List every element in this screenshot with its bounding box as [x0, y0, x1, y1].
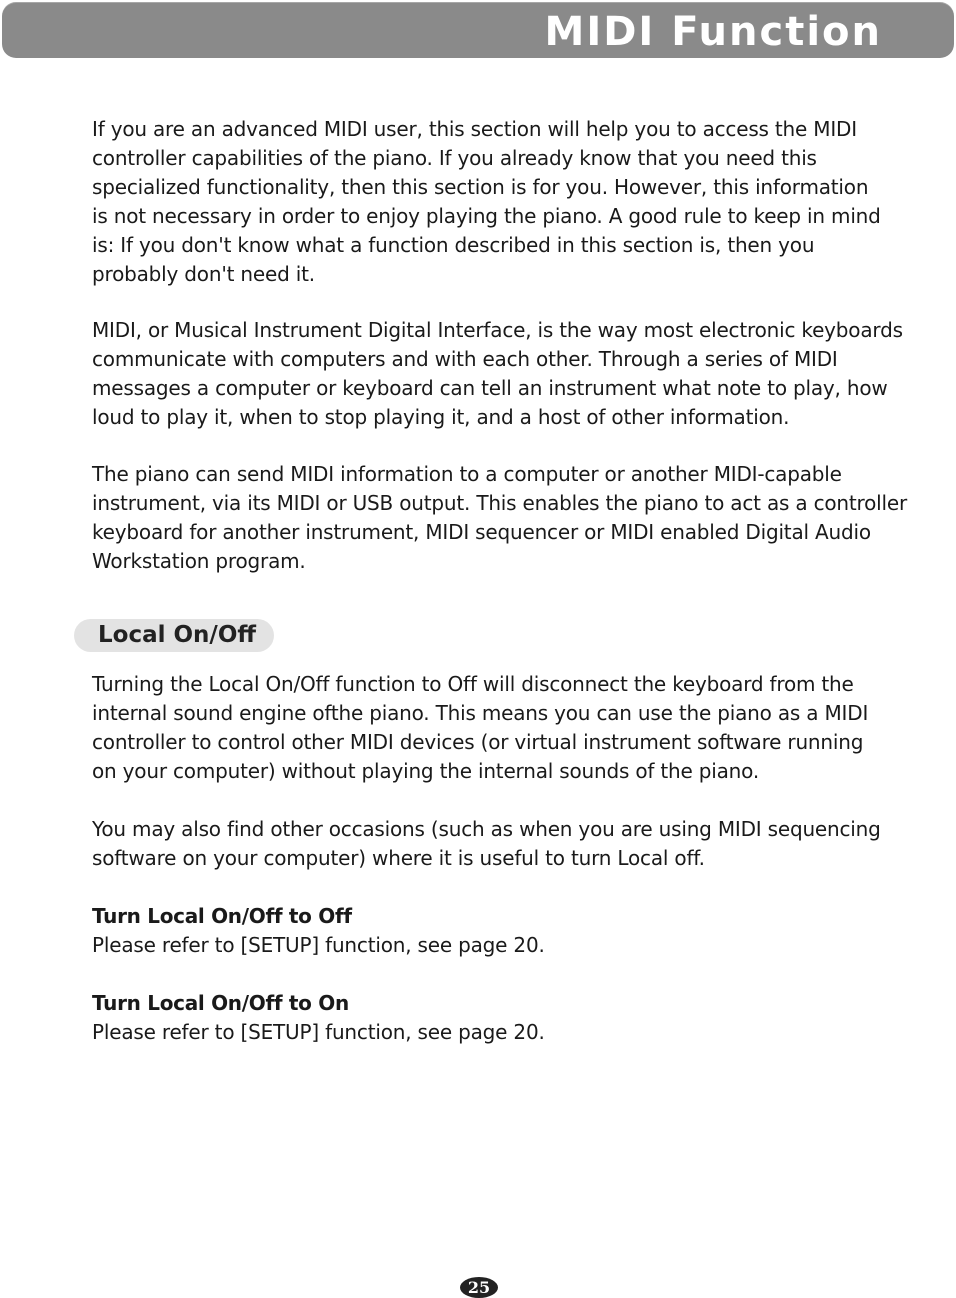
- intro-paragraph-1: [92, 115, 922, 289]
- header-bar: [2, 2, 954, 58]
- step-title-on: Turn Local On/Off to On: [92, 991, 349, 1015]
- intro-paragraph-3: [92, 460, 922, 576]
- text-line: Turning the Local On/Off function to Off will disconnect the keyboard from the: [92, 672, 854, 696]
- step-title-off: Turn Local On/Off to Off: [92, 904, 352, 928]
- text-line: specialized functionality, then this section is for you. However, this information: [92, 175, 869, 199]
- text-line: keyboard for another instrument, MIDI sequencer or MIDI enabled Digital Audio: [92, 520, 871, 544]
- text-line: The piano can send MIDI information to a computer or another MIDI-capable: [92, 462, 842, 486]
- text-line: on your computer) without playing the internal sounds of the piano.: [92, 759, 759, 783]
- step-text-on: Please refer to [SETUP] function, see page 20.: [92, 1020, 545, 1044]
- section-title: Local On/Off: [98, 622, 257, 648]
- page-title: MIDI Function: [544, 9, 882, 55]
- section-heading: [74, 619, 274, 652]
- text-line: communicate with computers and with each other. Through a series of MIDI: [92, 347, 838, 371]
- text-line: You may also find other occasions (such as when you are using MIDI sequencing: [92, 817, 881, 841]
- text-line: If you are an advanced MIDI user, this section will help you to access the MIDI: [92, 117, 857, 141]
- text-line: internal sound engine ofthe piano. This means you can use the piano as a MIDI: [92, 701, 869, 725]
- text-line: loud to play it, when to stop playing it, and a host of other information.: [92, 405, 790, 429]
- text-line: Workstation program.: [92, 549, 306, 573]
- page-number: 25: [460, 1277, 498, 1298]
- text-line: messages a computer or keyboard can tell an instrument what note to play, how: [92, 376, 888, 400]
- text-line: is not necessary in order to enjoy playing the piano. A good rule to keep in mind: [92, 204, 881, 228]
- step-text-off: Please refer to [SETUP] function, see page 20.: [92, 933, 545, 957]
- text-line: MIDI, or Musical Instrument Digital Interface, is the way most electronic keyboards: [92, 318, 903, 342]
- text-line: controller to control other MIDI devices (or virtual instrument software running: [92, 730, 864, 754]
- local-paragraph-2: [92, 815, 922, 873]
- intro-paragraph-2: [92, 316, 922, 432]
- text-line: software on your computer) where it is useful to turn Local off.: [92, 846, 705, 870]
- text-line: instrument, via its MIDI or USB output. This enables the piano to act as a controller: [92, 491, 908, 515]
- text-line: probably don't need it.: [92, 262, 315, 286]
- local-paragraph-1: [92, 670, 922, 786]
- text-line: is: If you don't know what a function described in this section is, then you: [92, 233, 815, 257]
- text-line: controller capabilities of the piano. If you already know that you need this: [92, 146, 817, 170]
